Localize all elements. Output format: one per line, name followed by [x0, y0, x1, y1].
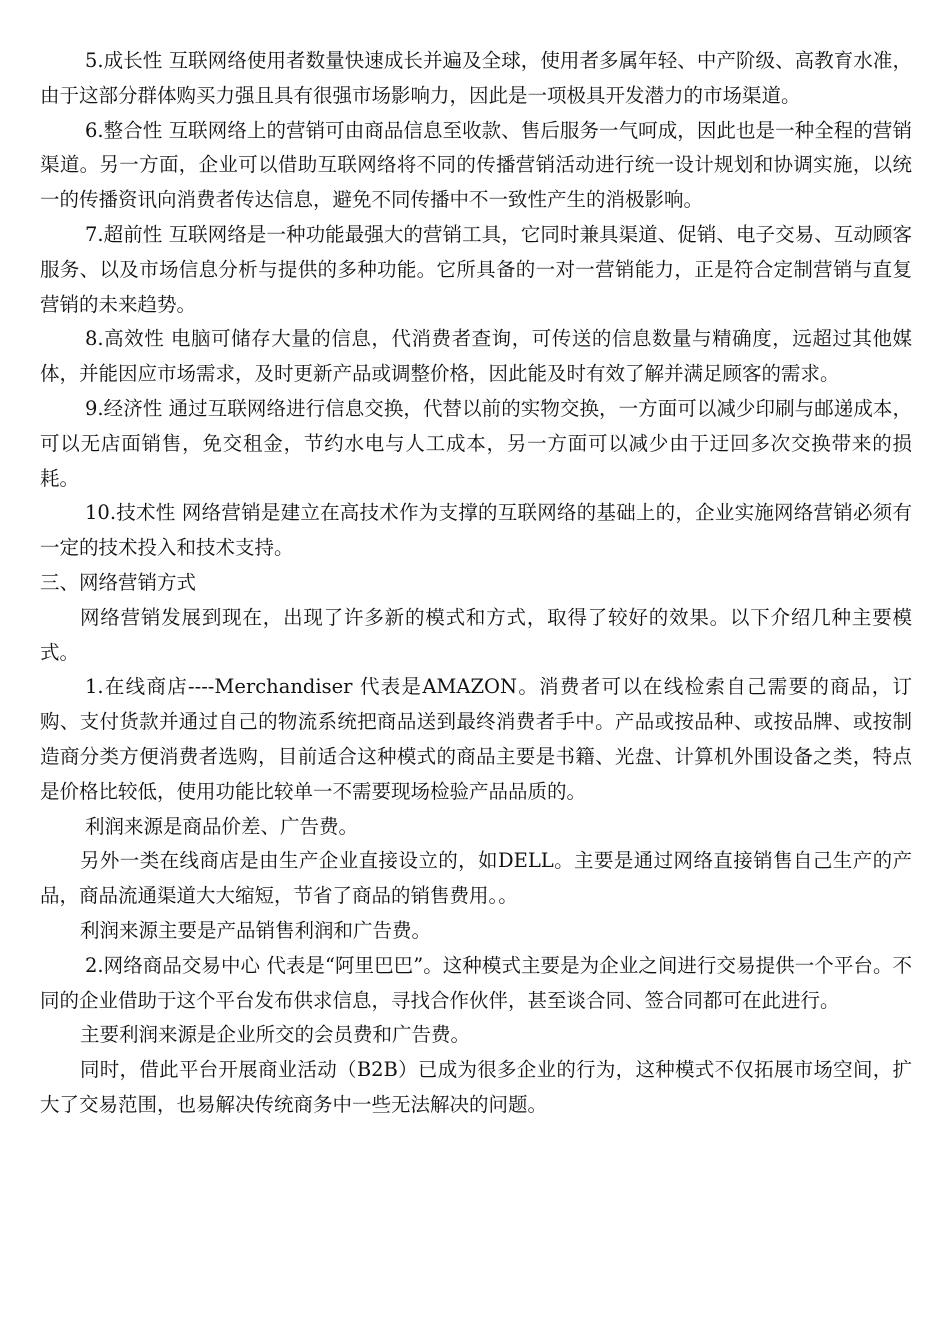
paragraph-trading-center: 2.网络商品交易中心 代表是“阿里巴巴”。这种模式主要是为企业之间进行交易提供一个平台。不同的企业借助于这个平台发布供求信息，寻找合作伙伴，甚至谈合同、签合同都可在此进行。: [40, 953, 912, 1012]
paragraph-integration: 6.整合性 互联网络上的营销可由商品信息至收款、售后服务一气呵成，因此也是一种全程的营销渠道。另一方面，企业可以借助互联网络将不同的传播营销活动进行统一设计规划和协调实施，以统一的传播资讯向消费者传达信息，避免不同传播中不一致性产生的消极影响。: [40, 118, 912, 212]
paragraph-direct-store: 另外一类在线商店是由生产企业直接设立的，如DELL。主要是通过网络直接销售自己生产的产品，商品流通渠道大大缩短，节省了商品的销售费用。。: [40, 849, 912, 908]
paragraph-b2b: 同时，借此平台开展商业活动（B2B）已成为很多企业的行为，这种模式不仅拓展市场空间，扩大了交易范围，也易解决传统商务中一些无法解决的问题。: [40, 1058, 912, 1116]
paragraph-advanced: 7.超前性 互联网络是一种功能最强大的营销工具，它同时兼具渠道、促销、电子交易、互动顾客服务、以及市场信息分析与提供的多种功能。它所具备的一对一营销能力，正是符合定制营销与直复营销的未来趋势。: [40, 222, 912, 316]
paragraph-economy: 9.经济性 通过互联网络进行信息交换，代替以前的实物交换，一方面可以减少印刷与邮递成本，可以无店面销售，免交租金，节约水电与人工成本，另一方面可以减少由于迂回多次交换带来的损耗。: [40, 396, 912, 490]
section-heading: 三、网络营销方式: [40, 570, 197, 594]
paragraph-growth: 5.成长性 互联网络使用者数量快速成长并遍及全球，使用者多属年轻、中产阶级、高教育水准，由于这部分群体购买力强且具有很强市场影响力，因此是一项极具开发潜力的市场渠道。: [40, 49, 912, 107]
document-page: [40, 44, 912, 1123]
paragraph-efficiency: 8.高效性 电脑可储存大量的信息，代消费者查询，可传送的信息数量与精确度，远超过其他媒体，并能因应市场需求，及时更新产品或调整价格，因此能及时有效了解并满足顾客的需求。: [40, 327, 912, 386]
paragraph-technology: 10.技术性 网络营销是建立在高技术作为支撑的互联网络的基础上的，企业实施网络营销必须有一定的技术投入和技术支持。: [40, 501, 912, 560]
paragraph-profit-source-1: 利润来源是商品价差、广告费。: [85, 814, 359, 838]
paragraph-online-store: 1.在线商店----Merchandiser 代表是AMAZON。消费者可以在线检索自己需要的商品，订购、支付货款并通过自己的物流系统把商品送到最终消费者手中。产品或按品种、或按品牌、或按制造商分类方便消费者选购，目前适合这种模式的商品主要是书籍、光盘、计算机外围设备之类，特点是价格比较低，使用功能比较单一不需要现场检验产品品质的。: [40, 675, 912, 803]
paragraph-intro: 网络营销发展到现在，出现了许多新的模式和方式，取得了较好的效果。以下介绍几种主要模式。: [40, 605, 912, 664]
paragraph-profit-source-2: 利润来源主要是产品销售利润和广告费。: [80, 918, 432, 942]
paragraph-profit-source-3: 主要利润来源是企业所交的会员费和广告费。: [80, 1023, 471, 1047]
